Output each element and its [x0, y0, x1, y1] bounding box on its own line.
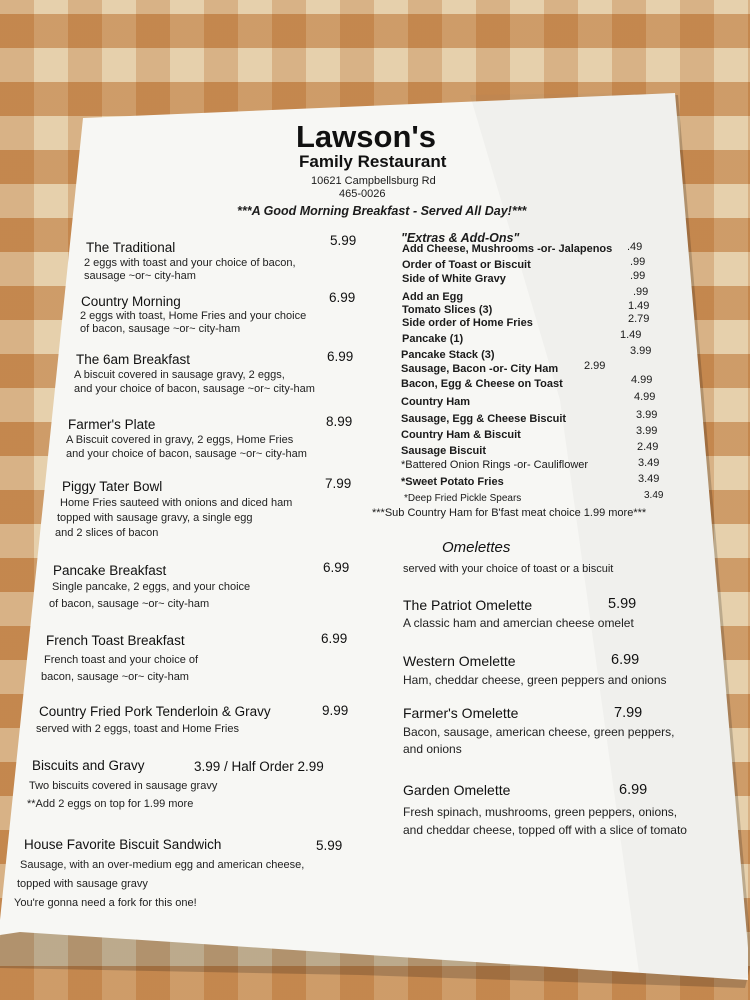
addon-price: 2.79: [628, 313, 650, 325]
menu-item-price: 9.99: [322, 703, 349, 718]
restaurant-subtitle: Family Restaurant: [299, 152, 447, 171]
menu-item-price: 5.99: [330, 233, 357, 248]
addon-name: Sausage, Bacon -or- City Ham: [401, 363, 559, 375]
restaurant-address: 10621 Campbellsburg Rd: [311, 175, 436, 187]
omelette-desc: A classic ham and amercian cheese omelet: [403, 616, 634, 630]
omelette-desc: and onions: [403, 742, 462, 756]
menu-item-name: French Toast Breakfast: [46, 633, 185, 648]
addon-name: Country Ham & Biscuit: [401, 429, 521, 441]
menu-item-price: 7.99: [325, 476, 352, 491]
addon-price: 3.49: [638, 457, 660, 469]
omelette-desc: Bacon, sausage, american cheese, green peppers,: [403, 725, 675, 739]
addon-name: Pancake (1): [402, 333, 464, 345]
menu-item-desc: and your choice of bacon, sausage ~or~ city-ham: [66, 448, 307, 460]
menu-item-desc: sausage ~or~ city-ham: [84, 270, 196, 282]
menu-item-price: 6.99: [327, 349, 354, 364]
addon-price: .99: [633, 286, 649, 298]
menu-item-desc: A Biscuit covered in gravy, 2 eggs, Home Fries: [66, 434, 294, 446]
addon-price: 1.49: [628, 300, 650, 312]
menu-item-desc: of bacon, sausage ~or~ city-ham: [49, 598, 210, 610]
menu-item-name: Piggy Tater Bowl: [62, 479, 163, 494]
menu-item-price: 5.99: [316, 838, 343, 853]
omelette-desc: Fresh spinach, mushrooms, green peppers, onions,: [403, 805, 678, 819]
menu-item-price: 8.99: [326, 414, 353, 429]
menu-item-desc: 2 eggs with toast, Home Fries and your choice: [80, 310, 307, 322]
addon-name: Pancake Stack (3): [401, 349, 495, 361]
menu-item-price: 6.99: [323, 560, 350, 575]
menu-item-desc: topped with sausage gravy: [17, 878, 148, 890]
addon-name: Order of Toast or Biscuit: [402, 259, 531, 271]
omelettes-subtitle: served with your choice of toast or a biscuit: [403, 563, 614, 575]
addon-price: .99: [630, 256, 646, 268]
menu-item-name: Pancake Breakfast: [53, 563, 167, 578]
omelette-name: Western Omelette: [403, 653, 516, 669]
menu-item-name: Biscuits and Gravy: [32, 758, 145, 773]
omelette-name: The Patriot Omelette: [403, 597, 533, 613]
menu-item-name: Farmer's Plate: [68, 417, 156, 432]
omelette-price: 7.99: [614, 705, 643, 721]
menu-item-desc: served with 2 eggs, toast and Home Fries: [36, 723, 239, 735]
menu-item-desc: and 2 slices of bacon: [55, 527, 159, 539]
menu-item-desc: French toast and your choice of: [44, 654, 199, 666]
menu-item-desc: and your choice of bacon, sausage ~or~ city-ham: [74, 383, 315, 395]
addon-name: Sausage Biscuit: [401, 445, 486, 457]
menu-item-name: Country Morning: [81, 294, 181, 309]
addon-name: Country Ham: [401, 396, 471, 408]
menu-item-desc: You're gonna need a fork for this one!: [14, 897, 197, 909]
extras-title: "Extras & Add-Ons": [401, 231, 520, 245]
addon-price: 2.99: [584, 360, 606, 372]
addon-name: Add Cheese, Mushrooms -or- Jalapenos: [402, 243, 613, 255]
menu-item-desc: Home Fries sauteed with onions and diced ham: [60, 497, 293, 509]
menu-item-desc: A biscuit covered in sausage gravy, 2 eggs,: [74, 369, 285, 381]
addon-price: 4.99: [631, 374, 653, 386]
menu-item-desc: Sausage, with an over-medium egg and american cheese,: [20, 859, 305, 871]
addon-price: .99: [630, 270, 646, 282]
addon-name: *Battered Onion Rings -or- Cauliflower: [401, 459, 589, 471]
menu-item-desc: 2 eggs with toast and your choice of bacon,: [84, 257, 296, 269]
menu-item-price: 6.99: [329, 290, 356, 305]
addon-price: 4.99: [634, 391, 656, 403]
menu-item-name: The Traditional: [86, 240, 176, 255]
addon-name: Bacon, Egg & Cheese on Toast: [401, 378, 563, 390]
extras-note: ***Sub Country Ham for B'fast meat choice 1.99 more***: [372, 507, 647, 519]
omelette-desc: Ham, cheddar cheese, green peppers and onions: [403, 673, 667, 687]
addon-name: *Deep Fried Pickle Spears: [404, 493, 522, 504]
addon-name: Side order of Home Fries: [402, 317, 533, 329]
addon-price: 1.49: [620, 329, 642, 341]
menu-item-name: House Favorite Biscuit Sandwich: [24, 837, 222, 852]
addon-price: 3.49: [644, 490, 664, 501]
menu-item-price: 3.99 / Half Order 2.99: [194, 759, 324, 774]
addon-name: *Sweet Potato Fries: [401, 476, 504, 488]
restaurant-name: Lawson's: [296, 119, 437, 154]
addon-price: 3.99: [630, 345, 652, 357]
addon-name: Add an Egg: [402, 291, 464, 303]
menu-item-desc: **Add 2 eggs on top for 1.99 more: [27, 798, 194, 810]
omelette-name: Garden Omelette: [403, 782, 511, 798]
omelette-desc: and cheddar cheese, topped off with a slice of tomato: [403, 823, 687, 837]
menu-item-desc: Single pancake, 2 eggs, and your choice: [52, 581, 251, 593]
omelette-price: 6.99: [611, 652, 640, 668]
restaurant-phone: 465-0026: [339, 188, 386, 200]
menu-tagline: ***A Good Morning Breakfast - Served All Day!***: [237, 204, 527, 218]
addon-price: 3.99: [636, 425, 658, 437]
omelette-price: 5.99: [608, 596, 637, 612]
addon-name: Side of White Gravy: [402, 273, 506, 285]
menu-item-price: 6.99: [321, 631, 348, 646]
omelette-name: Farmer's Omelette: [403, 705, 519, 721]
addon-price: 2.49: [637, 441, 659, 453]
menu-item-desc: topped with sausage gravy, a single egg: [57, 512, 253, 524]
addon-name: Sausage, Egg & Cheese Biscuit: [401, 413, 567, 425]
menu-item-desc: Two biscuits covered in sausage gravy: [29, 780, 218, 792]
menu-item-name: Country Fried Pork Tenderloin & Gravy: [39, 704, 271, 719]
omelette-price: 6.99: [619, 782, 648, 798]
omelettes-title: Omelettes: [442, 539, 511, 556]
menu-item-desc: bacon, sausage ~or~ city-ham: [41, 671, 189, 683]
addon-name: Tomato Slices (3): [402, 304, 493, 316]
addon-price: 3.99: [636, 409, 658, 421]
menu-item-name: The 6am Breakfast: [76, 352, 191, 367]
addon-price: .49: [627, 241, 643, 253]
menu-item-desc: of bacon, sausage ~or~ city-ham: [80, 323, 241, 335]
addon-price: 3.49: [638, 473, 660, 485]
